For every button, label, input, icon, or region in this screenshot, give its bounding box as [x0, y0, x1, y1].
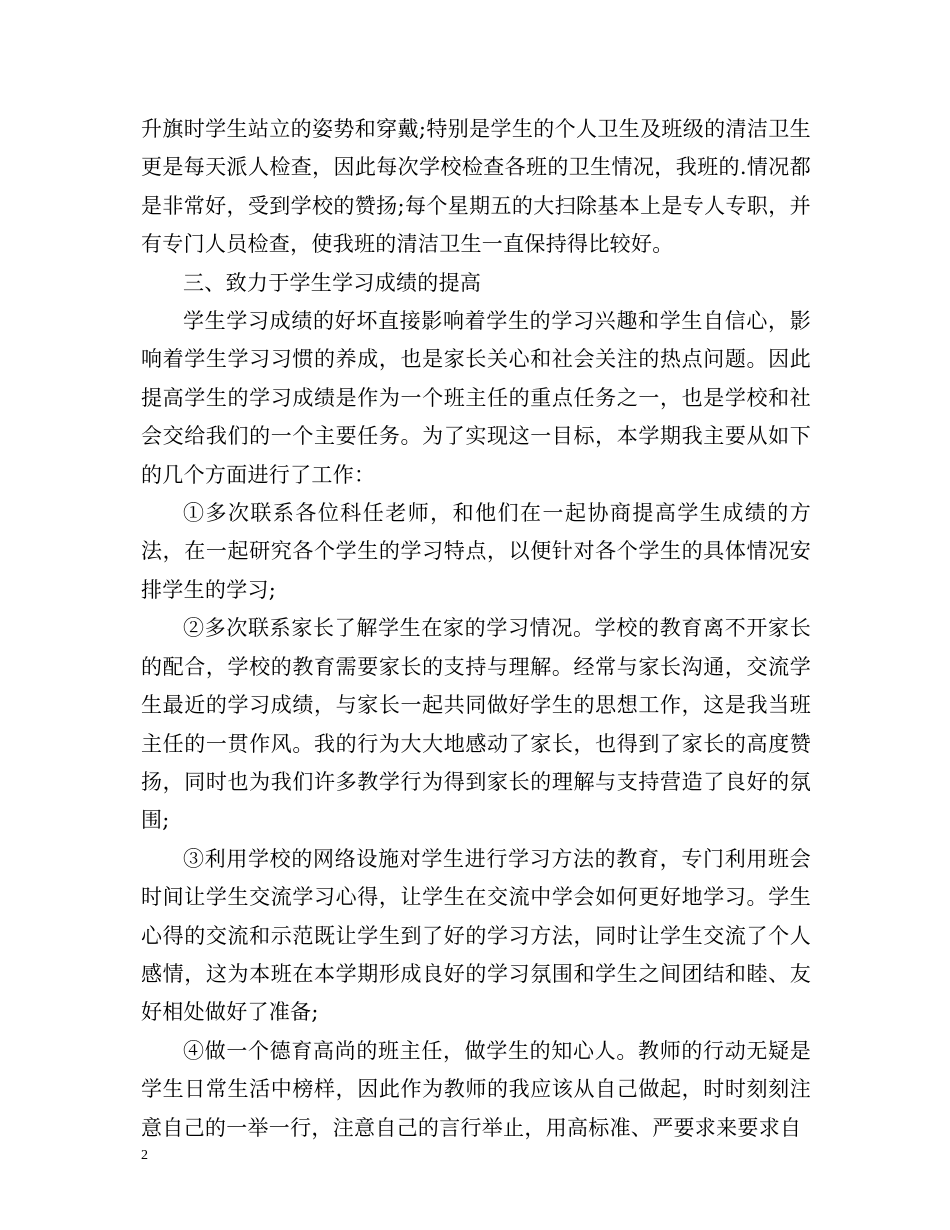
document-page: [141, 110, 811, 1147]
list-item-3: ③利用学校的网络设施对学生进行学习方法的教育，专门利用班会时间让学生交流学习心得，让学生在交流中学会如何更好地学习。学生心得的交流和示范既让学生到了好的学习方法，同时让学生交流了个人感情，这为本班在本学期形成良好的学习氛围和学生之间团结和睦、友好相处做好了准备;: [141, 846, 811, 1025]
list-item-1: ①多次联系各位科任老师，和他们在一起协商提高学生成绩的方法，在一起研究各个学生的学习特点，以便针对各个学生的具体情况安排学生的学习;: [141, 501, 811, 602]
section-heading-3: 三、致力于学生学习成绩的提高: [183, 270, 482, 295]
page-number: 2: [141, 1148, 148, 1163]
paragraph-continuation: 升旗时学生站立的姿势和穿戴;特别是学生的个人卫生及班级的清洁卫生更是每天派人检查，因此每次学校检查各班的卫生情况，我班的.情况都是非常好，受到学校的赞扬;每个星期五的大扫除基本上是专人专职，并有专门人员检查，使我班的清洁卫生一直保持得比较好。: [141, 117, 811, 257]
list-item-2: ②多次联系家长了解学生在家的学习情况。学校的教育离不开家长的配合，学校的教育需要家长的支持与理解。经常与家长沟通，交流学生最近的学习成绩，与家长一起共同做好学生的思想工作，这是我当班主任的一贯作风。我的行为大大地感动了家长，也得到了家长的高度赞扬，同时也为我们许多教学行为得到家长的理解与支持营造了良好的氛围;: [141, 616, 811, 833]
list-item-4: ④做一个德育高尚的班主任，做学生的知心人。教师的行动无疑是学生日常生活中榜样，因此作为教师的我应该从自己做起，时时刻刻注意自己的一举一行，注意自己的言行举止，用高标准、严要求来要求自: [141, 1038, 811, 1140]
paragraph-intro: 学生学习成绩的好坏直接影响着学生的学习兴趣和学生自信心，影响着学生学习习惯的养成，也是家长关心和社会关注的热点问题。因此提高学生的学习成绩是作为一个班主任的重点任务之一，也是学校和社会交给我们的一个主要任务。为了实现这一目标，本学期我主要从如下的几个方面进行了工作：: [141, 309, 811, 487]
